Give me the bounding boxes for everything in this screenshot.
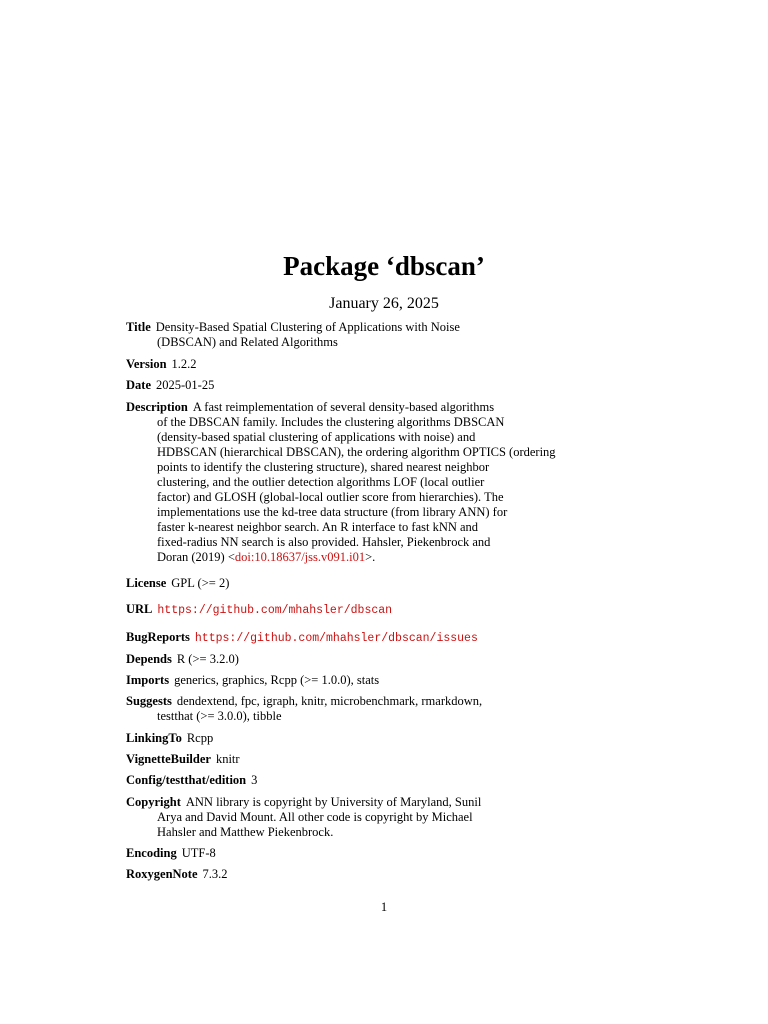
field-description [126, 400, 586, 565]
field-roxygennote [126, 867, 228, 882]
field-bugreports [126, 630, 478, 646]
field-value: 1.2.2 [171, 357, 197, 371]
field-title [126, 320, 460, 350]
field-license [126, 576, 229, 591]
field-key: Version [126, 357, 167, 371]
description-text: >. [365, 550, 376, 564]
field-value: GPL (>= 2) [171, 576, 230, 590]
field-copyright [126, 795, 481, 840]
description-line: implementations use the kd-tree data structure (from library ANN) for [157, 505, 508, 519]
field-value: knitr [215, 752, 240, 766]
field-value: generics, graphics, Rcpp (>= 1.0.0), stats [174, 673, 380, 687]
description-line: fixed-radius NN search is also provided. Hahsler, Piekenbrock and [157, 535, 491, 549]
description-line: (density-based spatial clustering of applications with noise) and [157, 430, 476, 444]
document-date: January 26, 2025 [329, 295, 439, 312]
field-value: 3 [251, 773, 258, 787]
field-key: Imports [126, 673, 170, 687]
field-value: Density-Based Spatial Clustering of Applications with Noise [155, 320, 460, 334]
field-value-cont: testthat (>= 3.0.0), tibble [157, 709, 282, 723]
field-value-cont: (DBSCAN) and Related Algorithms [157, 335, 338, 349]
description-line: of the DBSCAN family. Includes the clustering algorithms DBSCAN [157, 415, 505, 429]
url-link[interactable]: https://github.com/mhahsler/dbscan [157, 604, 393, 617]
field-date [126, 378, 214, 393]
field-value: R (>= 3.2.0) [176, 652, 239, 666]
field-linkingto [126, 731, 213, 746]
field-value: Rcpp [186, 731, 214, 745]
field-value: 7.3.2 [202, 867, 228, 881]
description-line: points to identify the clustering structure), shared nearest neighbor [157, 460, 490, 474]
field-vignettebuilder [126, 752, 240, 767]
field-version [126, 357, 197, 372]
description-text: Doran (2019) < [157, 550, 235, 564]
description-line: HDBSCAN (hierarchical DBSCAN), the ordering algorithm OPTICS (ordering [157, 445, 556, 459]
field-config-testthat [126, 773, 257, 788]
field-key: Config/testthat/edition [126, 773, 247, 787]
field-value-cont: Hahsler and Matthew Piekenbrock. [157, 825, 334, 839]
description-line: clustering, and the outlier detection algorithms LOF (local outlier [157, 475, 485, 489]
doi-link[interactable]: doi:10.18637/jss.v091.i01 [234, 550, 366, 564]
description-line: faster k-nearest neighbor search. An R interface to fast kNN and [157, 520, 479, 534]
field-value-cont: Arya and David Mount. All other code is copyright by Michael [157, 810, 473, 824]
description-line [126, 550, 586, 565]
bugreports-link[interactable]: https://github.com/mhahsler/dbscan/issues [194, 632, 478, 645]
page-number: 1 [380, 900, 388, 914]
field-suggests [126, 694, 482, 724]
field-imports [126, 673, 379, 688]
field-depends [126, 652, 239, 667]
field-key: BugReports [126, 630, 190, 644]
field-key: Suggests [126, 694, 172, 708]
field-key: LinkingTo [126, 731, 182, 745]
field-key: RoxygenNote [126, 867, 198, 881]
field-url [126, 602, 392, 618]
field-key: VignetteBuilder [126, 752, 211, 766]
field-key: Copyright [126, 795, 181, 809]
field-value: ANN library is copyright by University of Maryland, Sunil [185, 795, 482, 809]
field-key: Description [126, 400, 188, 414]
document-title: Package ‘dbscan’ [283, 251, 485, 281]
field-key: URL [126, 602, 153, 616]
field-key: Encoding [126, 846, 177, 860]
field-value: dendextend, fpc, igraph, knitr, microbenchmark, rmarkdown, [176, 694, 483, 708]
description-line: factor) and GLOSH (global-local outlier score from hierarchies). The [157, 490, 504, 504]
field-encoding [126, 846, 216, 861]
field-value: A fast reimplementation of several density-based algorithms [192, 400, 495, 414]
field-key: License [126, 576, 167, 590]
field-key: Depends [126, 652, 172, 666]
field-value: 2025-01-25 [156, 378, 215, 392]
field-value: UTF-8 [181, 846, 216, 860]
field-key: Date [126, 378, 151, 392]
field-key: Title [126, 320, 151, 334]
